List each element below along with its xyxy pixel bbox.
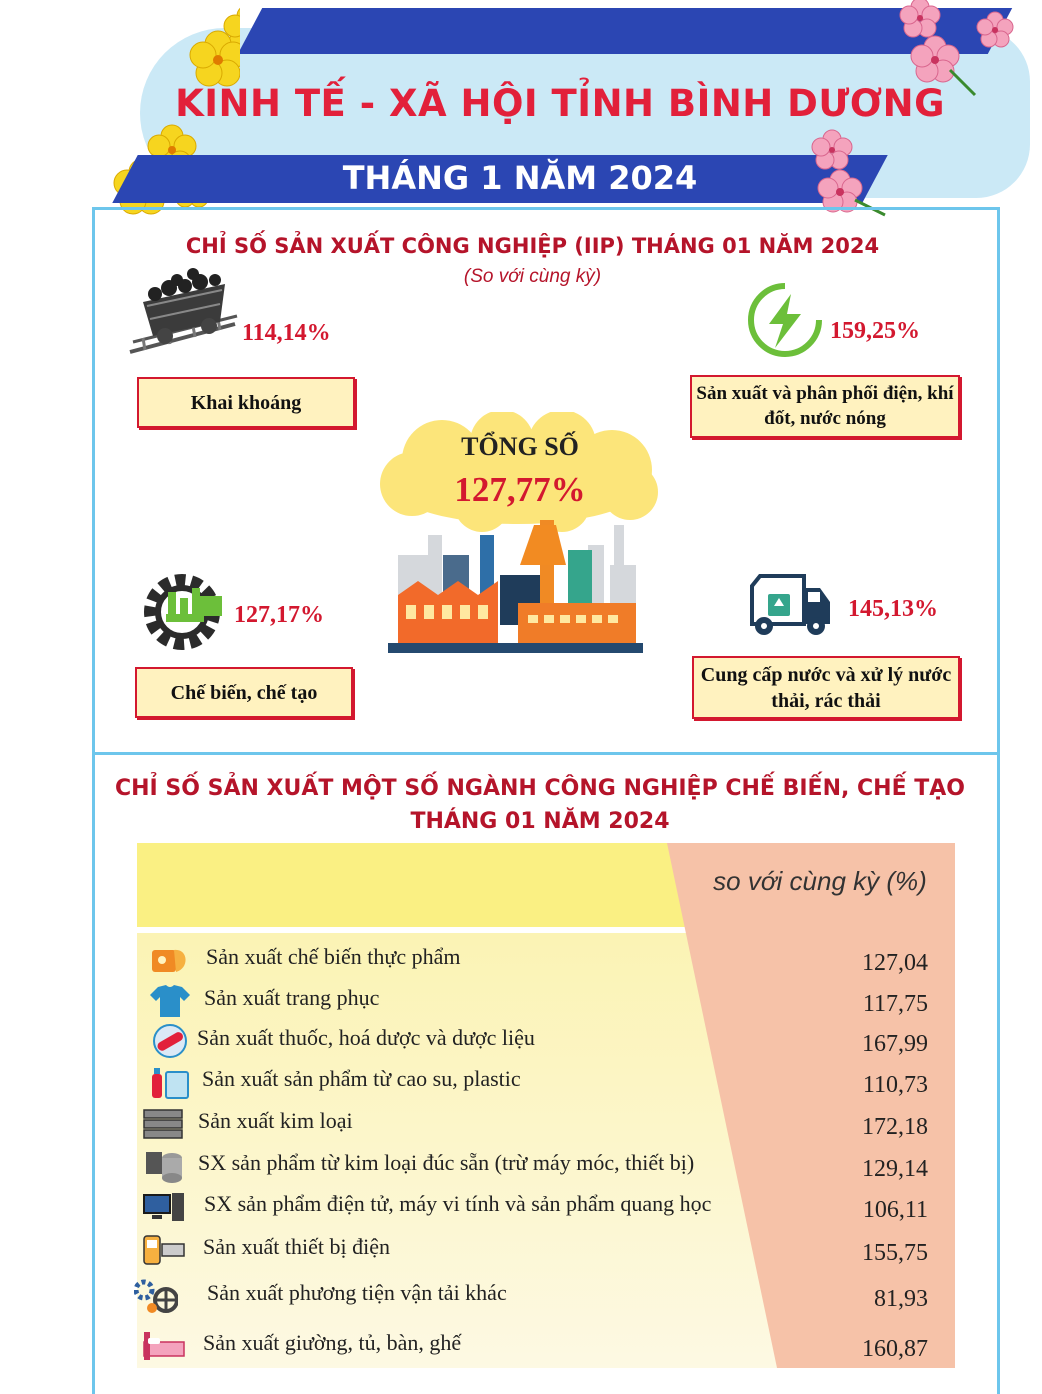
total-label: TỔNG SỐ [461,432,579,461]
garbage-truck-icon [742,572,832,638]
table-row-value: 129,14 [862,1156,928,1182]
table-row-label: SX sản phẩm điện tử, máy vi tính và sản phẩm quang học [204,1191,712,1216]
table-row-value: 117,75 [862,991,928,1017]
shirt-icon [148,983,192,1019]
table-row-label: Sản xuất thiết bị điện [203,1234,390,1259]
factory-gear-icon [140,568,225,653]
manufacturing-section-title [100,772,980,838]
table-row-value: 160,87 [862,1336,928,1362]
column-header: so với cùng kỳ (%) [713,866,927,896]
table-row-label: Sản xuất giường, tủ, bàn, ghế [203,1330,462,1355]
lightning-icon [745,280,825,360]
pink-flower-icon [800,0,1042,222]
table-row-label: Sản xuất sản phẩm từ cao su, plastic [202,1066,521,1091]
table-row-label: Sản xuất phương tiện vận tải khác [207,1280,507,1305]
table-row-value: 81,93 [874,1286,928,1312]
mine-cart-icon [125,264,240,356]
page-subtitle: THÁNG 1 NĂM 2024 [342,159,698,197]
food-icon [148,942,192,978]
mining-label: Khai khoáng [137,377,355,428]
water-waste-label: Cung cấp nước và xử lý nước thải, rác thải [692,656,960,719]
electricity-label: Sản xuất và phân phối điện, khí đốt, nước nóng [690,375,960,438]
metal-bars-icon [142,1106,186,1142]
plastic-bottle-icon [148,1064,192,1100]
table-row-label: Sản xuất trang phục [204,985,380,1010]
water-waste-value: 145,13% [848,596,938,622]
table-row-value: 172,18 [862,1114,928,1140]
table-row-label: Sản xuất kim loại [198,1108,353,1133]
metal-cylinder-icon [142,1148,186,1184]
manufacturing-title-line2: THÁNG 01 NĂM 2024 [410,809,670,834]
manufacturing-title-line1: CHỈ SỐ SẢN XUẤT MỘT SỐ NGÀNH CÔNG NGHIỆP CHẾ BIẾN, CHẾ TẠO [114,776,965,801]
factory-illustration-icon [388,515,643,653]
mining-value: 114,14% [242,320,331,346]
bed-icon [142,1328,186,1364]
table-row-value: 110,73 [862,1072,928,1098]
iip-section-title: CHỈ SỐ SẢN XUẤT CÔNG NGHIỆP (IIP) THÁNG 01 NĂM 2024 [185,234,880,258]
table-row-label: Sản xuất chế biến thực phẩm [206,944,461,969]
computer-icon [142,1189,186,1225]
table-row-label: Sản xuất thuốc, hoá dược và dược liệu [197,1025,535,1050]
table-row-label: SX sản phẩm từ kim loại đúc sẵn (trừ máy móc, thiết bị) [198,1150,695,1175]
manufacturing-label: Chế biến, chế tạo [135,667,353,718]
table-row-value: 167,99 [862,1031,928,1057]
gears-wheel-icon [134,1278,178,1314]
total-value: 127,77% [454,470,586,509]
table-row-value: 155,75 [862,1240,928,1266]
table-row-value: 106,11 [862,1197,928,1223]
electricity-value: 159,25% [830,318,920,344]
manufacturing-value: 127,17% [234,602,324,628]
iip-section-subtitle: (So với cùng kỳ) [463,266,602,287]
medicine-icon [148,1023,192,1059]
page-title: KINH TẾ - XÃ HỘI TỈNH BÌNH DƯƠNG [175,82,945,125]
table-row-value: 127,04 [862,950,928,976]
electric-meter-icon [142,1232,186,1268]
